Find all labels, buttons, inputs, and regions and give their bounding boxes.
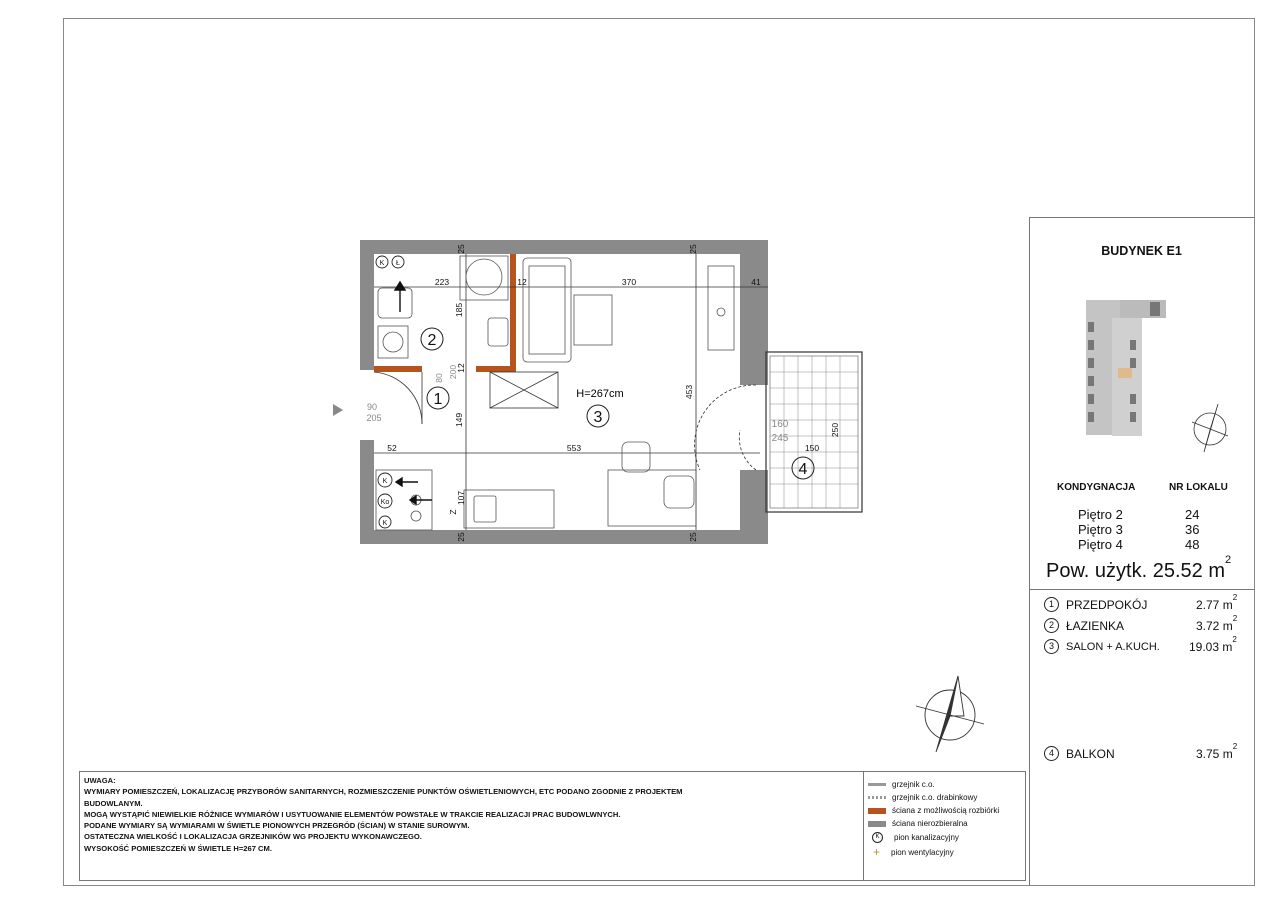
- height-label: H=267cm: [576, 388, 624, 400]
- dim-label: 12: [517, 277, 527, 287]
- vent-riser-icon: +: [872, 845, 880, 859]
- legend-item: ściana nierozbieralna: [868, 819, 968, 828]
- desk: [608, 470, 696, 526]
- shower-tray: [460, 256, 508, 300]
- dim-label: 90: [366, 402, 378, 412]
- furniture: [376, 256, 734, 530]
- building-title: BUDYNEK E1: [1101, 244, 1182, 258]
- dim-label: 553: [566, 443, 582, 453]
- wash-basin: [488, 318, 508, 346]
- dim-label: 245: [771, 433, 789, 444]
- col-unit-header: NR LOKALU: [1169, 482, 1228, 493]
- fixture-label: K: [382, 520, 388, 527]
- note-line: MOGĄ WYSTĄPIĆ NIEWIELKIE RÓŻNICE WYMIARÓW I USYTUOWANIE ELEMENTÓW POWSTAŁE W TRAKCIE REALIZACJI PRAC BUDOWLWNYCH.: [84, 809, 621, 819]
- note-line: WYMIARY POMIESZCZEŃ, LOKALIZACJĘ PRZYBORÓW SANITARNYCH, ROZMIESZCZENIE PUNKTÓW OŚWIETLENIOWYCH, ETC PODANO ZGODNIE Z PROJEKTEM: [84, 787, 683, 797]
- legend-item: grzejnik c.o.: [868, 780, 935, 789]
- dim-label: 150: [804, 443, 820, 453]
- notes: [84, 775, 683, 854]
- chair-2: [664, 476, 694, 508]
- radiator-icon: [868, 783, 886, 786]
- dim-label: 370: [621, 277, 637, 287]
- dim-label: 80: [434, 373, 444, 383]
- separator: [1029, 589, 1254, 590]
- bearing-walls: [360, 240, 768, 544]
- dim-label: 205: [366, 413, 382, 423]
- wall-top: [360, 240, 768, 254]
- fixture-label: Ko: [380, 499, 390, 506]
- col-floor-header: KONDYGNACJA: [1057, 482, 1136, 493]
- room-area: 3.75 $m^2$: [1196, 742, 1238, 761]
- note-line: BUDOWLANYM.: [84, 798, 143, 808]
- washing-machine: [378, 326, 408, 358]
- north-arrow-large: [916, 676, 984, 752]
- dim-label: 107: [456, 490, 466, 506]
- dim-label: 25: [688, 244, 698, 254]
- dim-label: 160: [771, 419, 789, 430]
- dim-label: 223: [434, 277, 450, 287]
- room-number-1: 1: [433, 391, 443, 408]
- fixture-label: K: [379, 260, 385, 267]
- note-line: OSTATECZNA WIELKOŚĆ I LOKALIZACJA GRZEJNIKÓW WG PROJEKTU WYKONAWCZEGO.: [84, 832, 422, 842]
- legend-item: ściana z możliwością rozbiórki: [868, 806, 999, 815]
- bath-wall-vertical: [510, 254, 516, 369]
- wall-bottom: [360, 530, 768, 544]
- removable-wall-icon: [868, 808, 886, 814]
- sofa-seat: [529, 266, 565, 354]
- dim-label: 25: [456, 244, 466, 254]
- fixture-label: Ł: [396, 260, 400, 267]
- room-area: 3.72 $m^2$: [1196, 614, 1238, 633]
- toilet: [378, 288, 412, 318]
- sink: [474, 496, 496, 522]
- wall-right-lower: [740, 470, 768, 544]
- ladder-radiator-icon: [868, 796, 886, 799]
- room-number-4: 4: [798, 461, 808, 478]
- floor-name: Piętro 2: [1078, 507, 1123, 522]
- dim-label: 25: [456, 532, 466, 542]
- sewer-riser-icon: K: [872, 832, 883, 843]
- bearing-wall-icon: [868, 821, 886, 827]
- entrance-arrow: [333, 404, 343, 416]
- dim-label: 41: [751, 277, 761, 287]
- room-entry: 1 PRZEDPOKÓJ: [1044, 597, 1147, 612]
- room-area: 2.77 $m^2$: [1196, 593, 1238, 612]
- fixture-label: K: [382, 478, 388, 485]
- room-entry: 3 SALON + A.KUCH.: [1044, 639, 1160, 654]
- note-line: UWAGA:: [84, 776, 116, 785]
- chair-1: [622, 442, 650, 472]
- floor-name: Piętro 3: [1078, 522, 1123, 537]
- bath-wall-left: [374, 366, 422, 372]
- sofa: [523, 258, 571, 362]
- room-number-3: 3: [593, 409, 603, 426]
- bath-wall-right: [476, 366, 516, 372]
- wall-left-lower: [360, 440, 374, 544]
- legend-item: grzejnik c.o. drabinkowy: [868, 793, 977, 802]
- room-area: 19.03 $m^2$: [1189, 635, 1237, 654]
- note-line: WYSOKOŚĆ POMIESZCZEŃ W ŚWIETLE H=267 CM.: [84, 843, 272, 853]
- dim-label: 12: [456, 363, 466, 373]
- wall-right-upper: [740, 240, 768, 385]
- note-line: PODANE WYMIARY SĄ WYMIARAMI W ŚWIETLE PIONOWYCH PRZEGRÓD (ŚCIAN) W STANIE SUROWYM.: [84, 821, 470, 831]
- unit-number: 24: [1185, 507, 1200, 522]
- room-entry: 4 BALKON: [1044, 746, 1115, 761]
- room-entry: 2 ŁAZIENKA: [1044, 618, 1124, 633]
- dim-label: 453: [684, 384, 694, 400]
- wall-left-upper: [360, 240, 374, 370]
- legend-item: + pion wentylacyjny: [872, 845, 954, 859]
- balcony: [766, 352, 862, 512]
- floor-name: Piętro 4: [1078, 537, 1123, 552]
- dim-label: 250: [830, 422, 840, 438]
- shaft-label: Z: [448, 509, 458, 515]
- room-number-2: 2: [427, 332, 437, 349]
- dim-label: 149: [454, 412, 464, 428]
- vent-arrows: [395, 282, 432, 504]
- dim-label: 185: [454, 302, 464, 318]
- dim-label: 25: [688, 532, 698, 542]
- removable-walls: [374, 254, 516, 372]
- info-panel: [1029, 217, 1254, 886]
- dim-label: 200: [448, 364, 458, 380]
- coffee-table: [574, 295, 612, 345]
- unit-number: 48: [1185, 537, 1200, 552]
- legend-item: K pion kanalizacyjny: [868, 832, 959, 843]
- unit-number: 36: [1185, 522, 1200, 537]
- total-area: Pow. użytk. 25.52 $m^2$: [1046, 554, 1232, 582]
- dim-label: 52: [387, 443, 397, 453]
